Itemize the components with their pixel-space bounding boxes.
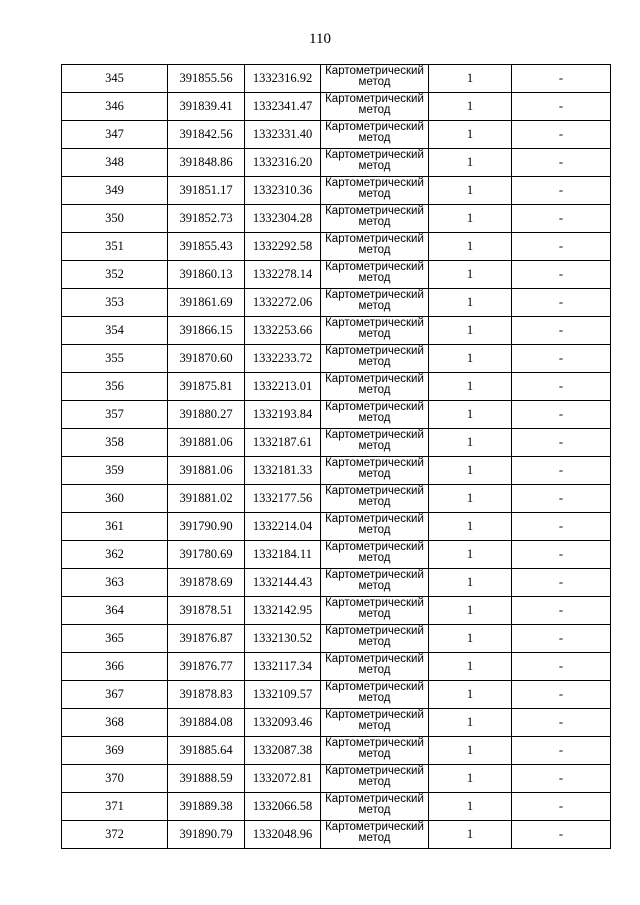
point-number-cell: 369: [62, 737, 168, 765]
method-cell: [321, 261, 429, 289]
method-line-1: Картометрический: [325, 317, 424, 329]
method-cell: [321, 317, 429, 345]
count-cell: 1: [429, 401, 512, 429]
point-number-cell: 367: [62, 681, 168, 709]
x-coordinate-cell: 391860.13: [168, 261, 245, 289]
method-line-2: метод: [358, 608, 391, 620]
x-coordinate-cell: 391889.38: [168, 793, 245, 821]
note-cell: -: [512, 261, 611, 289]
y-coordinate-cell: 1332187.61: [245, 429, 321, 457]
method-line-2: метод: [358, 748, 391, 760]
point-number-cell: 348: [62, 149, 168, 177]
x-coordinate-cell: 391855.43: [168, 233, 245, 261]
x-coordinate-cell: 391881.02: [168, 485, 245, 513]
note-cell: -: [512, 65, 611, 93]
x-coordinate-cell: 391876.77: [168, 653, 245, 681]
method-line-2: метод: [358, 384, 391, 396]
note-cell: -: [512, 401, 611, 429]
method-cell: [321, 709, 429, 737]
y-coordinate-cell: 1332214.04: [245, 513, 321, 541]
method-line-1: Картометрический: [325, 681, 424, 693]
method-line-1: Картометрический: [325, 709, 424, 721]
y-coordinate-cell: 1332310.36: [245, 177, 321, 205]
point-number-cell: 358: [62, 429, 168, 457]
table-row: [62, 317, 611, 345]
note-cell: -: [512, 681, 611, 709]
point-number-cell: 363: [62, 569, 168, 597]
point-number-cell: 355: [62, 345, 168, 373]
method-cell: [321, 681, 429, 709]
count-cell: 1: [429, 177, 512, 205]
y-coordinate-cell: 1332278.14: [245, 261, 321, 289]
y-coordinate-cell: 1332272.06: [245, 289, 321, 317]
method-line-2: метод: [358, 412, 391, 424]
method-cell: [321, 345, 429, 373]
table-row: [62, 93, 611, 121]
note-cell: -: [512, 429, 611, 457]
method-line-2: метод: [358, 776, 391, 788]
method-line-1: Картометрический: [325, 569, 424, 581]
method-line-2: метод: [358, 720, 391, 732]
count-cell: 1: [429, 457, 512, 485]
count-cell: 1: [429, 821, 512, 849]
count-cell: 1: [429, 765, 512, 793]
method-line-1: Картометрический: [325, 177, 424, 189]
method-line-1: Картометрический: [325, 513, 424, 525]
point-number-cell: 370: [62, 765, 168, 793]
method-line-1: Картометрический: [325, 93, 424, 105]
method-line-2: метод: [358, 440, 391, 452]
y-coordinate-cell: 1332142.95: [245, 597, 321, 625]
point-number-cell: 360: [62, 485, 168, 513]
count-cell: 1: [429, 65, 512, 93]
y-coordinate-cell: 1332341.47: [245, 93, 321, 121]
method-line-2: метод: [358, 664, 391, 676]
table-row: [62, 513, 611, 541]
y-coordinate-cell: 1332193.84: [245, 401, 321, 429]
note-cell: -: [512, 317, 611, 345]
table-row: [62, 793, 611, 821]
y-coordinate-cell: 1332233.72: [245, 345, 321, 373]
point-number-cell: 350: [62, 205, 168, 233]
point-number-cell: 354: [62, 317, 168, 345]
method-line-2: метод: [358, 160, 391, 172]
x-coordinate-cell: 391875.81: [168, 373, 245, 401]
y-coordinate-cell: 1332117.34: [245, 653, 321, 681]
y-coordinate-cell: 1332253.66: [245, 317, 321, 345]
x-coordinate-cell: 391881.06: [168, 457, 245, 485]
count-cell: 1: [429, 121, 512, 149]
table-row: [62, 569, 611, 597]
method-line-2: метод: [358, 244, 391, 256]
point-number-cell: 347: [62, 121, 168, 149]
y-coordinate-cell: 1332087.38: [245, 737, 321, 765]
table-row: [62, 541, 611, 569]
x-coordinate-cell: 391880.27: [168, 401, 245, 429]
x-coordinate-cell: 391842.56: [168, 121, 245, 149]
method-line-2: метод: [358, 356, 391, 368]
note-cell: -: [512, 709, 611, 737]
note-cell: -: [512, 457, 611, 485]
method-cell: [321, 485, 429, 513]
table-row: [62, 121, 611, 149]
note-cell: -: [512, 737, 611, 765]
note-cell: -: [512, 205, 611, 233]
table-row: [62, 233, 611, 261]
x-coordinate-cell: 391852.73: [168, 205, 245, 233]
point-number-cell: 365: [62, 625, 168, 653]
method-line-2: метод: [358, 552, 391, 564]
count-cell: 1: [429, 429, 512, 457]
count-cell: 1: [429, 597, 512, 625]
method-cell: [321, 205, 429, 233]
y-coordinate-cell: 1332331.40: [245, 121, 321, 149]
y-coordinate-cell: 1332304.28: [245, 205, 321, 233]
point-number-cell: 361: [62, 513, 168, 541]
table-row: [62, 597, 611, 625]
method-line-2: метод: [358, 300, 391, 312]
method-line-1: Картометрический: [325, 401, 424, 413]
method-cell: [321, 289, 429, 317]
y-coordinate-cell: 1332292.58: [245, 233, 321, 261]
note-cell: -: [512, 821, 611, 849]
method-line-2: метод: [358, 76, 391, 88]
method-line-1: Картометрический: [325, 373, 424, 385]
table-row: [62, 737, 611, 765]
count-cell: 1: [429, 317, 512, 345]
method-line-1: Картометрический: [325, 625, 424, 637]
method-line-1: Картометрический: [325, 149, 424, 161]
x-coordinate-cell: 391790.90: [168, 513, 245, 541]
table-row: [62, 177, 611, 205]
note-cell: -: [512, 653, 611, 681]
method-line-1: Картометрический: [325, 541, 424, 553]
point-number-cell: 351: [62, 233, 168, 261]
method-line-1: Картометрический: [325, 429, 424, 441]
note-cell: -: [512, 345, 611, 373]
count-cell: 1: [429, 793, 512, 821]
point-number-cell: 346: [62, 93, 168, 121]
point-number-cell: 364: [62, 597, 168, 625]
count-cell: 1: [429, 541, 512, 569]
table-row: [62, 345, 611, 373]
method-line-2: метод: [358, 636, 391, 648]
count-cell: 1: [429, 261, 512, 289]
count-cell: 1: [429, 569, 512, 597]
y-coordinate-cell: 1332144.43: [245, 569, 321, 597]
table-row: [62, 373, 611, 401]
table-row: [62, 149, 611, 177]
table-row: [62, 709, 611, 737]
y-coordinate-cell: 1332316.20: [245, 149, 321, 177]
coordinates-table-body: [62, 65, 611, 849]
y-coordinate-cell: 1332181.33: [245, 457, 321, 485]
method-line-2: метод: [358, 804, 391, 816]
x-coordinate-cell: 391866.15: [168, 317, 245, 345]
point-number-cell: 357: [62, 401, 168, 429]
x-coordinate-cell: 391855.56: [168, 65, 245, 93]
method-cell: [321, 793, 429, 821]
x-coordinate-cell: 391884.08: [168, 709, 245, 737]
method-cell: [321, 401, 429, 429]
note-cell: -: [512, 149, 611, 177]
count-cell: 1: [429, 373, 512, 401]
method-line-1: Картометрический: [325, 261, 424, 273]
table-row: [62, 261, 611, 289]
count-cell: 1: [429, 653, 512, 681]
method-line-1: Картометрический: [325, 345, 424, 357]
table-row: [62, 625, 611, 653]
note-cell: -: [512, 289, 611, 317]
point-number-cell: 345: [62, 65, 168, 93]
y-coordinate-cell: 1332130.52: [245, 625, 321, 653]
note-cell: -: [512, 597, 611, 625]
method-line-2: метод: [358, 832, 391, 844]
point-number-cell: 372: [62, 821, 168, 849]
method-line-1: Картометрический: [325, 485, 424, 497]
method-line-1: Картометрический: [325, 289, 424, 301]
method-line-2: метод: [358, 104, 391, 116]
note-cell: -: [512, 541, 611, 569]
y-coordinate-cell: 1332093.46: [245, 709, 321, 737]
method-cell: [321, 821, 429, 849]
count-cell: 1: [429, 625, 512, 653]
y-coordinate-cell: 1332048.96: [245, 821, 321, 849]
table-row: [62, 653, 611, 681]
page-number: 110: [309, 31, 331, 47]
count-cell: 1: [429, 737, 512, 765]
count-cell: 1: [429, 709, 512, 737]
method-cell: [321, 597, 429, 625]
x-coordinate-cell: 391878.83: [168, 681, 245, 709]
note-cell: -: [512, 93, 611, 121]
x-coordinate-cell: 391870.60: [168, 345, 245, 373]
method-line-2: метод: [358, 132, 391, 144]
method-cell: [321, 121, 429, 149]
table-row: [62, 65, 611, 93]
count-cell: 1: [429, 233, 512, 261]
method-cell: [321, 765, 429, 793]
method-cell: [321, 653, 429, 681]
x-coordinate-cell: 391878.51: [168, 597, 245, 625]
x-coordinate-cell: 391885.64: [168, 737, 245, 765]
method-line-2: метод: [358, 188, 391, 200]
x-coordinate-cell: 391878.69: [168, 569, 245, 597]
note-cell: -: [512, 513, 611, 541]
method-cell: [321, 429, 429, 457]
x-coordinate-cell: 391876.87: [168, 625, 245, 653]
point-number-cell: 371: [62, 793, 168, 821]
table-row: [62, 401, 611, 429]
point-number-cell: 362: [62, 541, 168, 569]
method-line-2: метод: [358, 524, 391, 536]
note-cell: -: [512, 121, 611, 149]
method-line-1: Картометрический: [325, 121, 424, 133]
method-cell: [321, 625, 429, 653]
point-number-cell: 353: [62, 289, 168, 317]
method-line-1: Картометрический: [325, 205, 424, 217]
count-cell: 1: [429, 485, 512, 513]
method-line-2: метод: [358, 328, 391, 340]
table-row: [62, 485, 611, 513]
method-cell: [321, 233, 429, 261]
method-line-1: Картометрический: [325, 821, 424, 833]
method-line-2: метод: [358, 496, 391, 508]
method-cell: [321, 457, 429, 485]
point-number-cell: 349: [62, 177, 168, 205]
method-cell: [321, 65, 429, 93]
table-row: [62, 821, 611, 849]
table-row: [62, 289, 611, 317]
x-coordinate-cell: 391888.59: [168, 765, 245, 793]
method-line-1: Картометрический: [325, 65, 424, 77]
method-line-1: Картометрический: [325, 233, 424, 245]
count-cell: 1: [429, 289, 512, 317]
y-coordinate-cell: 1332072.81: [245, 765, 321, 793]
point-number-cell: 359: [62, 457, 168, 485]
y-coordinate-cell: 1332213.01: [245, 373, 321, 401]
note-cell: -: [512, 765, 611, 793]
note-cell: -: [512, 625, 611, 653]
x-coordinate-cell: 391890.79: [168, 821, 245, 849]
note-cell: -: [512, 569, 611, 597]
note-cell: -: [512, 373, 611, 401]
method-line-2: метод: [358, 468, 391, 480]
point-number-cell: 366: [62, 653, 168, 681]
coordinates-table: [61, 64, 611, 849]
table-row: [62, 205, 611, 233]
method-line-1: Картометрический: [325, 793, 424, 805]
point-number-cell: 356: [62, 373, 168, 401]
method-cell: [321, 149, 429, 177]
note-cell: -: [512, 793, 611, 821]
count-cell: 1: [429, 205, 512, 233]
method-line-1: Картометрический: [325, 653, 424, 665]
method-line-2: метод: [358, 580, 391, 592]
y-coordinate-cell: 1332316.92: [245, 65, 321, 93]
x-coordinate-cell: 391881.06: [168, 429, 245, 457]
table-row: [62, 765, 611, 793]
method-cell: [321, 373, 429, 401]
method-line-1: Картометрический: [325, 765, 424, 777]
method-line-1: Картометрический: [325, 457, 424, 469]
x-coordinate-cell: 391861.69: [168, 289, 245, 317]
note-cell: -: [512, 177, 611, 205]
method-line-2: метод: [358, 216, 391, 228]
table-row: [62, 681, 611, 709]
point-number-cell: 352: [62, 261, 168, 289]
method-line-1: Картометрический: [325, 737, 424, 749]
method-line-1: Картометрический: [325, 597, 424, 609]
y-coordinate-cell: 1332066.58: [245, 793, 321, 821]
method-cell: [321, 569, 429, 597]
method-cell: [321, 93, 429, 121]
note-cell: -: [512, 233, 611, 261]
method-cell: [321, 541, 429, 569]
method-line-2: метод: [358, 272, 391, 284]
method-cell: [321, 737, 429, 765]
count-cell: 1: [429, 513, 512, 541]
x-coordinate-cell: 391848.86: [168, 149, 245, 177]
y-coordinate-cell: 1332177.56: [245, 485, 321, 513]
count-cell: 1: [429, 149, 512, 177]
x-coordinate-cell: 391851.17: [168, 177, 245, 205]
count-cell: 1: [429, 681, 512, 709]
method-line-2: метод: [358, 692, 391, 704]
x-coordinate-cell: 391780.69: [168, 541, 245, 569]
y-coordinate-cell: 1332184.11: [245, 541, 321, 569]
method-cell: [321, 177, 429, 205]
count-cell: 1: [429, 345, 512, 373]
method-cell: [321, 513, 429, 541]
point-number-cell: 368: [62, 709, 168, 737]
table-row: [62, 457, 611, 485]
y-coordinate-cell: 1332109.57: [245, 681, 321, 709]
x-coordinate-cell: 391839.41: [168, 93, 245, 121]
note-cell: -: [512, 485, 611, 513]
table-row: [62, 429, 611, 457]
count-cell: 1: [429, 93, 512, 121]
